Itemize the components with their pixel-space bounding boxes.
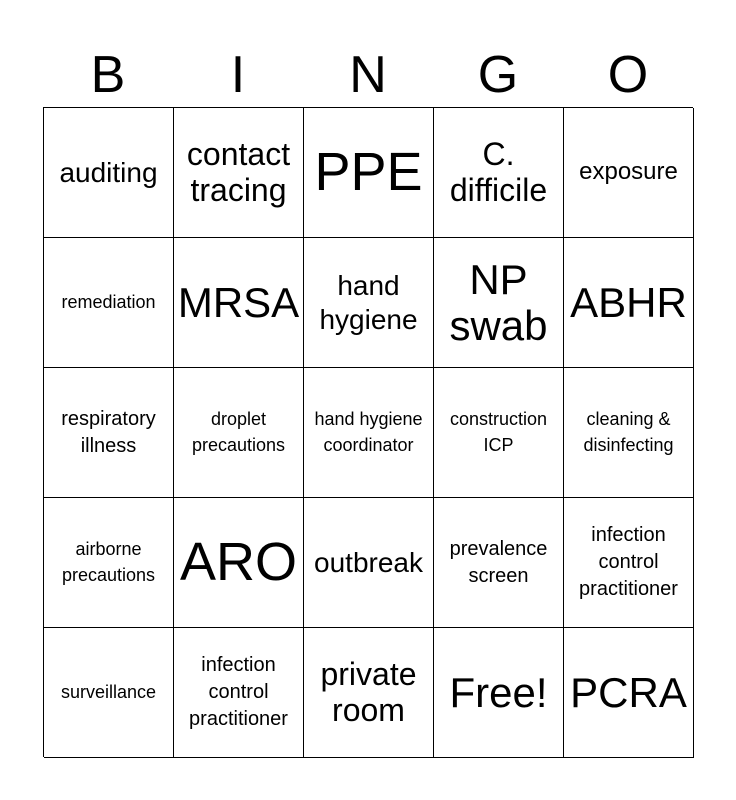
bingo-cell[interactable]: infection control practitioner (174, 628, 304, 758)
bingo-cell[interactable]: private room (304, 628, 434, 758)
bingo-cell[interactable]: hand hygiene coordinator (304, 368, 434, 498)
bingo-cell[interactable]: exposure (564, 108, 694, 238)
bingo-cell[interactable]: construction ICP (434, 368, 564, 498)
free-space-cell[interactable]: Free! (434, 628, 564, 758)
bingo-cell[interactable]: ABHR (564, 238, 694, 368)
bingo-cell[interactable]: prevalence screen (434, 498, 564, 628)
header-letter-b: B (90, 46, 126, 104)
bingo-cell[interactable]: droplet precautions (174, 368, 304, 498)
bingo-cell[interactable]: C. difficile (434, 108, 564, 238)
bingo-cell[interactable]: PCRA (564, 628, 694, 758)
bingo-cell[interactable]: hand hygiene (304, 238, 434, 368)
bingo-cell[interactable]: PPE (304, 108, 434, 238)
header-letter-o: O (607, 46, 649, 104)
bingo-cell[interactable]: respiratory illness (44, 368, 174, 498)
bingo-cell[interactable]: remediation (44, 238, 174, 368)
bingo-cell[interactable]: NP swab (434, 238, 564, 368)
header-letter-i: I (230, 46, 246, 104)
bingo-cell[interactable]: outbreak (304, 498, 434, 628)
header-letter-n: N (349, 46, 387, 104)
bingo-header (43, 44, 693, 106)
bingo-cell[interactable]: auditing (44, 108, 174, 238)
bingo-cell[interactable]: cleaning & disinfecting (564, 368, 694, 498)
bingo-grid (43, 107, 693, 757)
bingo-cell[interactable]: airborne precautions (44, 498, 174, 628)
bingo-cell[interactable]: ARO (174, 498, 304, 628)
header-letter-g: G (477, 46, 519, 104)
bingo-cell[interactable]: MRSA (174, 238, 304, 368)
bingo-cell[interactable]: contact tracing (174, 108, 304, 238)
bingo-cell[interactable]: surveillance (44, 628, 174, 758)
bingo-cell[interactable]: infection control practitioner (564, 498, 694, 628)
